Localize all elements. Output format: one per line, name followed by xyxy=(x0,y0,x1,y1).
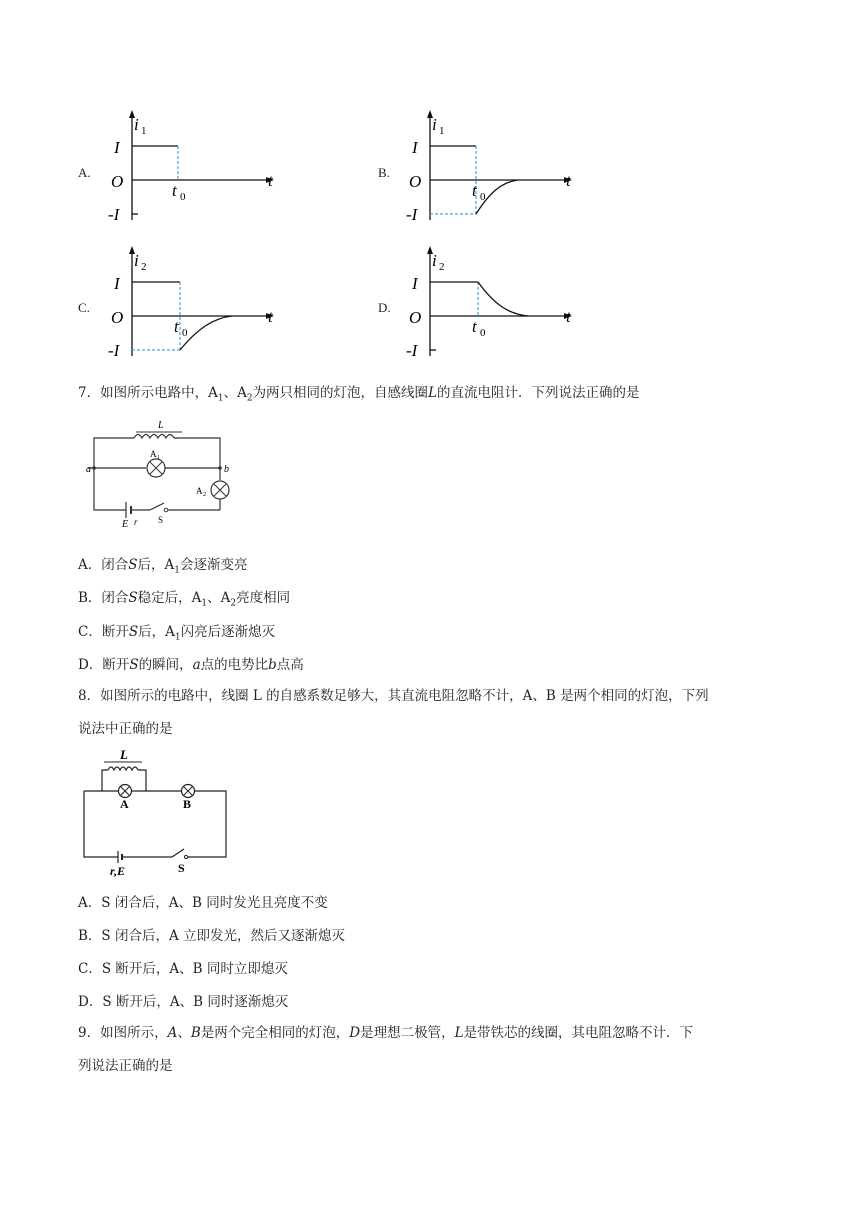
x-axis-label: t xyxy=(566,171,571,190)
switch-label: S xyxy=(178,861,185,875)
option-d-letter: D. xyxy=(378,300,391,315)
tick-t0-sub: 0 xyxy=(180,191,186,203)
q7-option-d[interactable]: D．断开S的瞬间，a点的电势比b点高 xyxy=(78,657,304,673)
A2-label: A xyxy=(196,486,203,496)
y-axis-sub: 1 xyxy=(141,125,147,137)
q8-option-a[interactable]: A．S 闭合后，A、B 同时发光且亮度不变 xyxy=(78,895,328,911)
q7-option-c[interactable]: C．断开S后，$A_1$闪亮后逐渐熄灭 xyxy=(78,624,276,643)
tick-t0-sub: 0 xyxy=(480,191,486,203)
y-axis-label: i xyxy=(134,251,139,270)
q7-stem: 7．如图所示电路中，$A_1$、$A_2$为两只相同的灯泡，自感线圈L的直流电阻计．下列说法正确的是 xyxy=(78,385,640,404)
q7-circuit-diagram xyxy=(84,420,244,530)
q9-stem-line1: 9．如图所示，A、B是两个完全相同的灯泡，D是理想二极管，L是带铁芯的线圈，其电阻忽略不计．下 xyxy=(78,1025,694,1041)
L-label: L xyxy=(120,747,128,762)
option-b-letter: B. xyxy=(378,165,390,180)
option-a-letter: A. xyxy=(78,165,91,180)
tick-O: O xyxy=(111,308,124,327)
tick-neg-I: -I xyxy=(406,341,418,360)
tick-neg-I: -I xyxy=(108,205,120,224)
q8-stem-line1: 8．如图所示的电路中，线圈 L 的自感系数足够大，其直流电阻忽略不计，A、B 是两个相同的灯泡，下列 xyxy=(78,688,709,704)
tick-I: I xyxy=(412,138,418,157)
graph-option-c xyxy=(100,244,360,374)
lamp-B-label: B xyxy=(183,797,192,811)
y-axis-sub: 2 xyxy=(141,261,147,273)
q7-option-a[interactable]: A．闭合S后，$A_1$会逐渐变亮 xyxy=(78,557,248,576)
tick-t0-sub: 0 xyxy=(480,327,486,339)
tick-t0: t xyxy=(172,181,177,200)
tick-O: O xyxy=(409,172,422,191)
q8-option-b[interactable]: B．S 闭合后，A 立即发光，然后又逐渐熄灭 xyxy=(78,928,346,944)
tick-neg-I: -I xyxy=(108,341,120,360)
x-axis-label: t xyxy=(566,307,571,326)
tick-t0-sub: 0 xyxy=(182,327,188,339)
y-axis-label: i xyxy=(432,251,437,270)
source-label: r,E xyxy=(110,864,126,878)
A2-sub: 2 xyxy=(203,492,206,498)
option-c-letter: C. xyxy=(78,300,90,315)
graph-option-b xyxy=(398,108,658,238)
E-label: E xyxy=(122,519,129,530)
tick-I: I xyxy=(114,138,120,157)
L-label: L xyxy=(158,420,164,431)
q8-stem-line2: 说法中正确的是 xyxy=(78,721,173,737)
tick-neg-I: -I xyxy=(406,205,418,224)
S-label: S xyxy=(158,515,164,525)
tick-O: O xyxy=(111,172,124,191)
r-label: r xyxy=(134,517,138,527)
node-b: b xyxy=(224,464,229,475)
y-axis-label: i xyxy=(134,115,139,134)
tick-t0: t xyxy=(174,317,179,336)
A1-sub: 1 xyxy=(157,455,160,461)
y-axis-label: i xyxy=(432,115,437,134)
q8-circuit-diagram xyxy=(80,745,240,880)
tick-I: I xyxy=(412,274,418,293)
q7-option-b[interactable]: B．闭合S稳定后，$A_1$、$A_2$亮度相同 xyxy=(78,590,291,609)
q8-option-d[interactable]: D．S 断开后，A、B 同时逐渐熄灭 xyxy=(78,994,289,1010)
y-axis-sub: 1 xyxy=(439,125,445,137)
q9-stem-line2: 列说法正确的是 xyxy=(78,1058,173,1074)
tick-O: O xyxy=(409,308,422,327)
q8-option-c[interactable]: C．S 断开后，A、B 同时立即熄灭 xyxy=(78,961,288,977)
A1-label: A xyxy=(150,449,157,459)
lamp-A-label: A xyxy=(120,797,129,811)
tick-t0: t xyxy=(472,317,477,336)
x-axis-label: t xyxy=(268,171,273,190)
graph-option-d xyxy=(398,244,658,374)
node-a: a xyxy=(86,464,91,475)
graph-option-a xyxy=(100,108,360,238)
tick-t0: t xyxy=(472,181,477,200)
y-axis-sub: 2 xyxy=(439,261,445,273)
x-axis-label: t xyxy=(268,307,273,326)
tick-I: I xyxy=(114,274,120,293)
